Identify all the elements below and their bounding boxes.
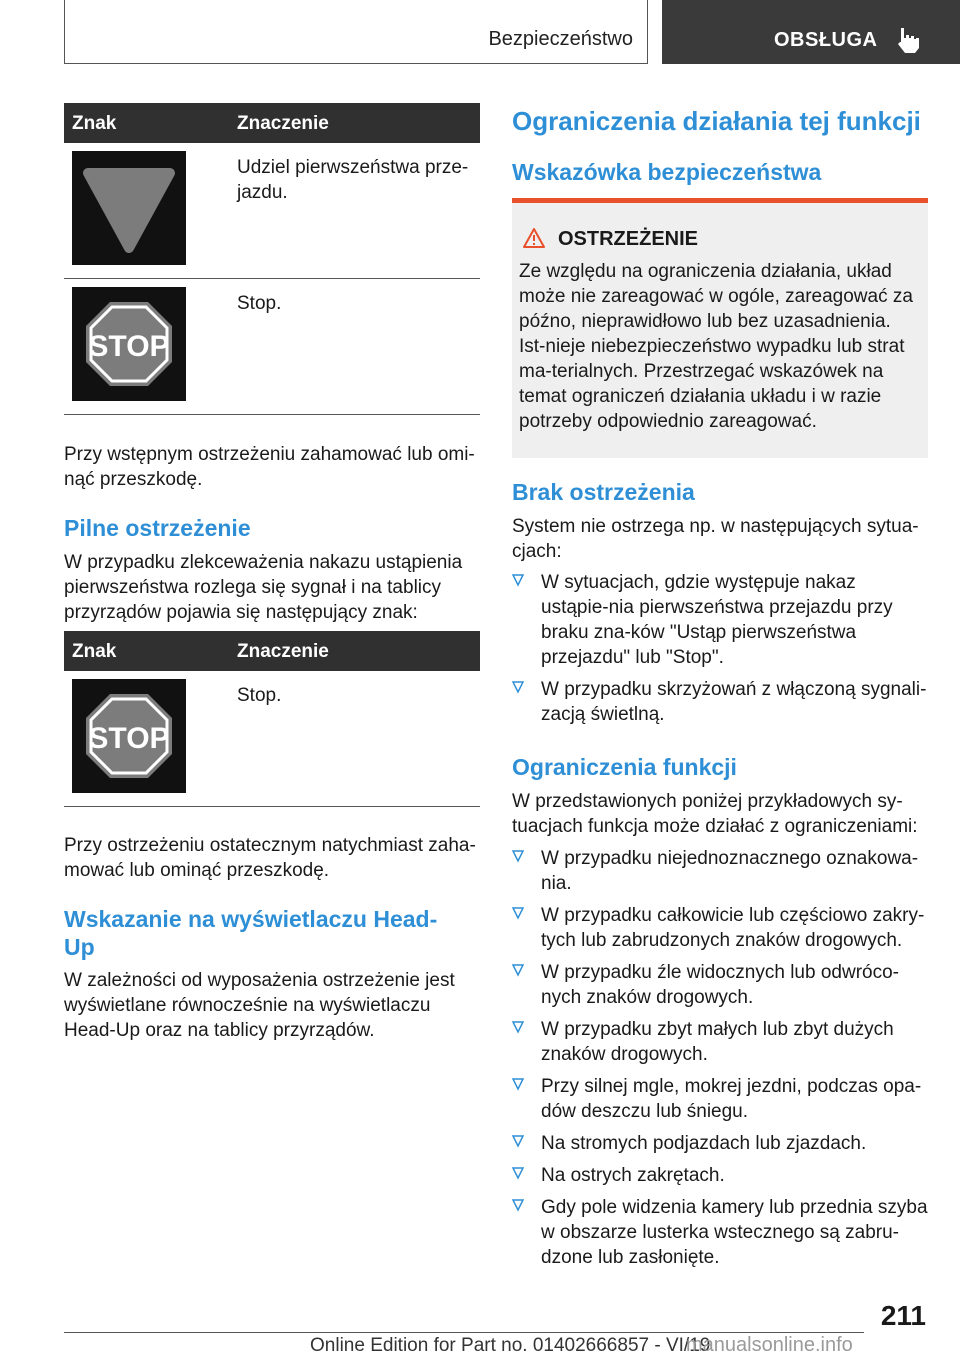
column-header-sign: Znak <box>72 113 117 134</box>
warning-triangle-icon <box>522 227 546 249</box>
no-warning-list <box>512 570 928 734</box>
paragraph: W zależności od wyposażenia ostrzeżenie jest wyświetlane równocześnie na wyświetlaczu Head-Up oraz na tablicy przyrządów. <box>64 970 455 1041</box>
hand-pointer-icon <box>896 26 920 54</box>
bullet-triangle-icon <box>512 1166 524 1180</box>
restrictions-list <box>512 846 928 1277</box>
footer-divider <box>64 1332 864 1333</box>
meaning-text: Udziel pierwszeństwa prze-jazdu. <box>237 157 469 203</box>
stop-sign-icon <box>72 287 186 401</box>
paragraph: Przy wstępnym ostrzeżeniu zahamować lub omi-nąć przeszkodę. <box>64 444 475 490</box>
stop-sign-text: STOP <box>88 722 170 755</box>
bullet-triangle-icon <box>512 680 524 694</box>
table-row <box>64 279 480 415</box>
list-item: W przypadku zbyt małych lub zbyt dużych znaków drogowych. <box>512 1017 928 1067</box>
bullet-triangle-icon <box>512 1134 524 1148</box>
warning-box <box>512 198 928 458</box>
footer-edition: Online Edition for Part no. 01402666857 - VI/19 <box>310 1335 711 1356</box>
list-item: Na stromych podjazdach lub zjazdach. <box>512 1131 928 1156</box>
sign-table-2 <box>64 631 480 807</box>
paragraph: W przedstawionych poniżej przykładowych sy-tuacjach funkcja może działać z ograniczeniami: <box>512 791 918 837</box>
stop-sign-text: STOP <box>88 330 170 363</box>
list-item: W przypadku źle widocznych lub odwróco-nych znaków drogowych. <box>512 960 928 1010</box>
header-section-box <box>64 0 648 64</box>
watermark: manualsonline.info <box>686 1334 853 1356</box>
list-item: W przypadku niejednoznacznego oznakowa-nia. <box>512 846 928 896</box>
list-item: Na ostrych zakrętach. <box>512 1163 928 1188</box>
table-row <box>64 143 480 279</box>
table-header <box>64 631 480 671</box>
warning-title: OSTRZEŻENIE <box>558 228 699 250</box>
header-chapter-box <box>662 0 960 64</box>
heading-safety-note: Wskazówka bezpieczeństwa <box>512 159 822 185</box>
heading-no-warning: Brak ostrzeżenia <box>512 479 695 505</box>
list-item: W przypadku całkowicie lub częściowo zakry-tych lub zabrudzonych znaków drogowych. <box>512 903 928 953</box>
meaning-text: Stop. <box>237 685 282 706</box>
bullet-triangle-icon <box>512 963 524 977</box>
bullet-triangle-icon <box>512 849 524 863</box>
paragraph: System nie ostrzega np. w następujących sytua-cjach: <box>512 516 919 562</box>
list-item: W przypadku skrzyżowań z włączoną sygnali-zacją świetlną. <box>512 677 928 727</box>
list-item: Gdy pole widzenia kamery lub przednia szyba w obszarze lusterka wstecznego są zabru-dzone lub zasłonięte. <box>512 1195 928 1270</box>
bullet-triangle-icon <box>512 573 524 587</box>
bullet-triangle-icon <box>512 906 524 920</box>
heading-function-restrictions: Ograniczenia funkcji <box>512 754 737 780</box>
header-chapter-title: OBSŁUGA <box>774 29 878 51</box>
sign-table-1 <box>64 103 480 415</box>
table-row <box>64 671 480 807</box>
heading-head-up-display: Wskazanie na wyświetlaczu Head-Up <box>64 906 438 960</box>
heading-urgent-warning: Pilne ostrzeżenie <box>64 515 251 541</box>
column-header-meaning: Znaczenie <box>237 113 329 134</box>
table-header <box>64 103 480 143</box>
meaning-text: Stop. <box>237 293 282 314</box>
bullet-triangle-icon <box>512 1020 524 1034</box>
column-header-meaning: Znaczenie <box>237 641 329 662</box>
page-number: 211 <box>880 1300 926 1331</box>
paragraph: Przy ostrzeżeniu ostatecznym natychmiast zaha-mować lub ominąć przeszkodę. <box>64 835 476 881</box>
column-header-sign: Znak <box>72 641 117 662</box>
heading-function-limits: Ograniczenia działania tej funkcji <box>512 106 921 136</box>
list-item: Przy silnej mgle, mokrej jezdni, podczas opa-dów deszczu lub śniegu. <box>512 1074 928 1124</box>
bullet-triangle-icon <box>512 1077 524 1091</box>
yield-sign-icon <box>72 151 186 265</box>
bullet-triangle-icon <box>512 1198 524 1212</box>
stop-sign-icon <box>72 679 186 793</box>
warning-text: Ze względu na ograniczenia działania, układ może nie zareagować w ogóle, zareagować za późno, nieprawidłowo lub bez uzasadnienia. Ist-nieje niebezpieczeństwo wypadku lub strat ma-terialnych. Przestrzegać wskazówek na temat ograniczeń działania układu i w razie potrzeby odpowiednio zareagować. <box>519 261 913 432</box>
header-section-title: Bezpieczeństwo <box>488 28 633 50</box>
paragraph: W przypadku zlekceważenia nakazu ustąpienia pierwszeństwa rozlega się sygnał i na tablicy przyrządów pojawia się następujący znak: <box>64 552 463 623</box>
list-item: W sytuacjach, gdzie występuje nakaz ustąpie-nia pierwszeństwa przejazdu przy braku zna-ków "Ustąp pierwszeństwa przejazdu" lub "Stop". <box>512 570 928 670</box>
